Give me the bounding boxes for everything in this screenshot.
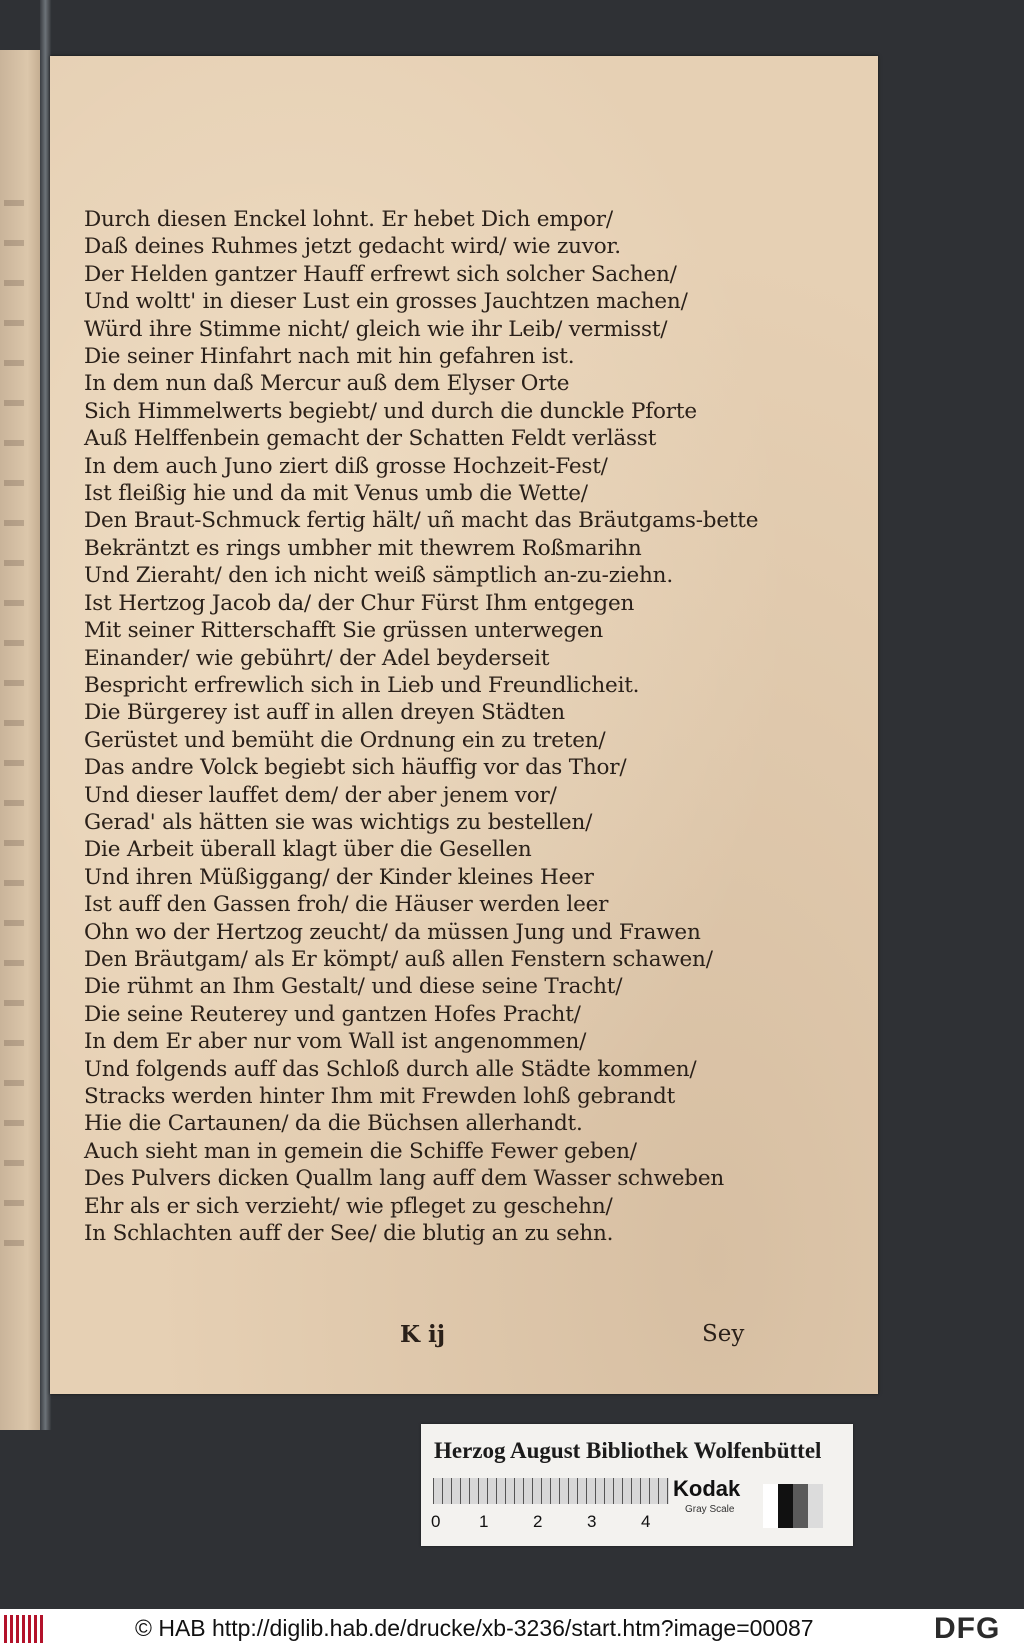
text-line: Ist Hertzog Jacob da/ der Chur Fürst Ihm entgegen (84, 590, 635, 616)
text-line: Und Zieraht/ den ich nicht weiß sämptlich an-zu-ziehn. (84, 563, 673, 589)
text-line: Durch diesen Enckel lohnt. Er hebet Dich empor/ (84, 207, 613, 232)
text-line: Und dieser lauffet dem/ der aber jenem vor/ (84, 782, 557, 808)
text-line: Hie die Cartaunen/ da die Büchsen allerhandt. (84, 1111, 583, 1137)
ruler-number: 2 (533, 1512, 543, 1531)
text-line: Auch sieht man in gemein die Schiffe Fewer geben/ (84, 1138, 637, 1164)
text-line: Und folgends auff das Schloß durch alle Städte kommen/ (84, 1056, 697, 1082)
poem-text (84, 206, 864, 1247)
text-line: Stracks werden hinter Ihm mit Frewden lohß gebrandt (84, 1084, 676, 1109)
text-line: Würd ihre Stimme nicht/ gleich wie ihr Leib/ vermisst/ (84, 316, 668, 342)
gray-scale-patches (763, 1484, 823, 1528)
ruler-ticks (433, 1478, 669, 1504)
text-line: Und woltt' in dieser Lust ein grosses Jauchtzen machen/ (84, 289, 688, 315)
text-line: Den Bräutgam/ als Er kömpt/ auß allen Fenstern schawen/ (84, 946, 713, 972)
copyright-url[interactable]: © HAB http://diglib.hab.de/drucke/xb-3236/start.htm?image=00087 (135, 1615, 814, 1641)
text-line: Gerüstet und bemüht die Ordnung ein zu treten/ (84, 727, 606, 753)
text-line: In dem nun daß Mercur auß dem Elyser Orte (84, 371, 570, 397)
text-line: Ehr als er sich verzieht/ wie pfleget zu geschehn/ (84, 1193, 613, 1219)
scale-ruler (431, 1478, 669, 1531)
signature-mark: K ij (400, 1321, 446, 1348)
text-line: Die Bürgerey ist auff in allen dreyen Städten (84, 700, 565, 726)
text-line: Bekräntzt es rings umbher mit thewrem Roßmarihn (84, 535, 642, 561)
text-line: Auß Helffenbein gemacht der Schatten Feldt verlässt (84, 426, 657, 452)
text-line: Den Braut-Schmuck fertig hält/ uñ macht das Bräutgams-bette (84, 508, 759, 534)
catchword: Sey (702, 1321, 745, 1347)
text-line: Daß deines Ruhmes jetzt gedacht wird/ wie zuvor. (84, 234, 621, 260)
text-line: In Schlachten auff der See/ die blutig an zu sehn. (84, 1221, 614, 1247)
text-line: Mit seiner Ritterschafft Sie grüssen unterwegen (84, 618, 604, 644)
text-line: Einander/ wie gebührt/ der Adel beyderseit (84, 645, 550, 671)
text-line: Des Pulvers dicken Quallm lang auff dem Wasser schweben (84, 1166, 725, 1192)
text-line: Die seine Reuterey und gantzen Hofes Pracht/ (84, 1001, 581, 1027)
reference-card (421, 1424, 853, 1546)
text-line: Der Helden gantzer Hauff erfrewt sich solcher Sachen/ (84, 261, 677, 287)
text-line: Die rühmt an Ihm Gestalt/ und diese seine Tracht/ (84, 974, 623, 1000)
text-line: Sich Himmelwerts begiebt/ und durch die dunckle Pforte (84, 398, 697, 424)
kodak-logo: Kodak (673, 1476, 741, 1501)
text-line: Ist fleißig hie und da mit Venus umb die Wette/ (84, 481, 588, 507)
gray-scale-label: Gray Scale (685, 1504, 735, 1515)
ruler-number: 3 (587, 1512, 597, 1531)
footer-bar (0, 1609, 1024, 1647)
text-line: Das andre Volck begiebt sich häuffig vor das Thor/ (84, 755, 627, 781)
text-line: Ohn wo der Hertzog zeucht/ da müssen Jung und Frawen (84, 919, 701, 945)
text-line: Die Arbeit überall klagt über die Gesellen (84, 837, 532, 863)
text-line: In dem Er aber nur vom Wall ist angenommen/ (84, 1029, 587, 1055)
library-name: Herzog August Bibliothek Wolfenbüttel (434, 1438, 822, 1463)
text-line: Bespricht erfrewlich sich in Lieb und Freundlicheit. (84, 672, 640, 698)
book-page (50, 56, 878, 1394)
ruler-number: 1 (479, 1512, 489, 1531)
text-line: Und ihren Müßiggang/ der Kinder kleines Heer (84, 864, 594, 890)
ruler-number: 4 (641, 1512, 651, 1531)
bleed-through-marks (4, 200, 24, 1250)
text-line: Ist auff den Gassen froh/ die Häuser werden leer (84, 892, 609, 918)
barcode-icon (4, 1615, 46, 1643)
text-line: Gerad' als hätten sie was wichtigs zu bestellen/ (84, 809, 593, 835)
ruler-numbers (433, 1512, 669, 1532)
text-line: In dem auch Juno ziert diß grosse Hochzeit-Fest/ (84, 453, 608, 479)
text-line: Die seiner Hinfahrt nach mit hin gefahren ist. (84, 344, 575, 370)
dfg-logo: DFG (934, 1612, 1001, 1645)
ruler-number: 0 (431, 1512, 441, 1531)
